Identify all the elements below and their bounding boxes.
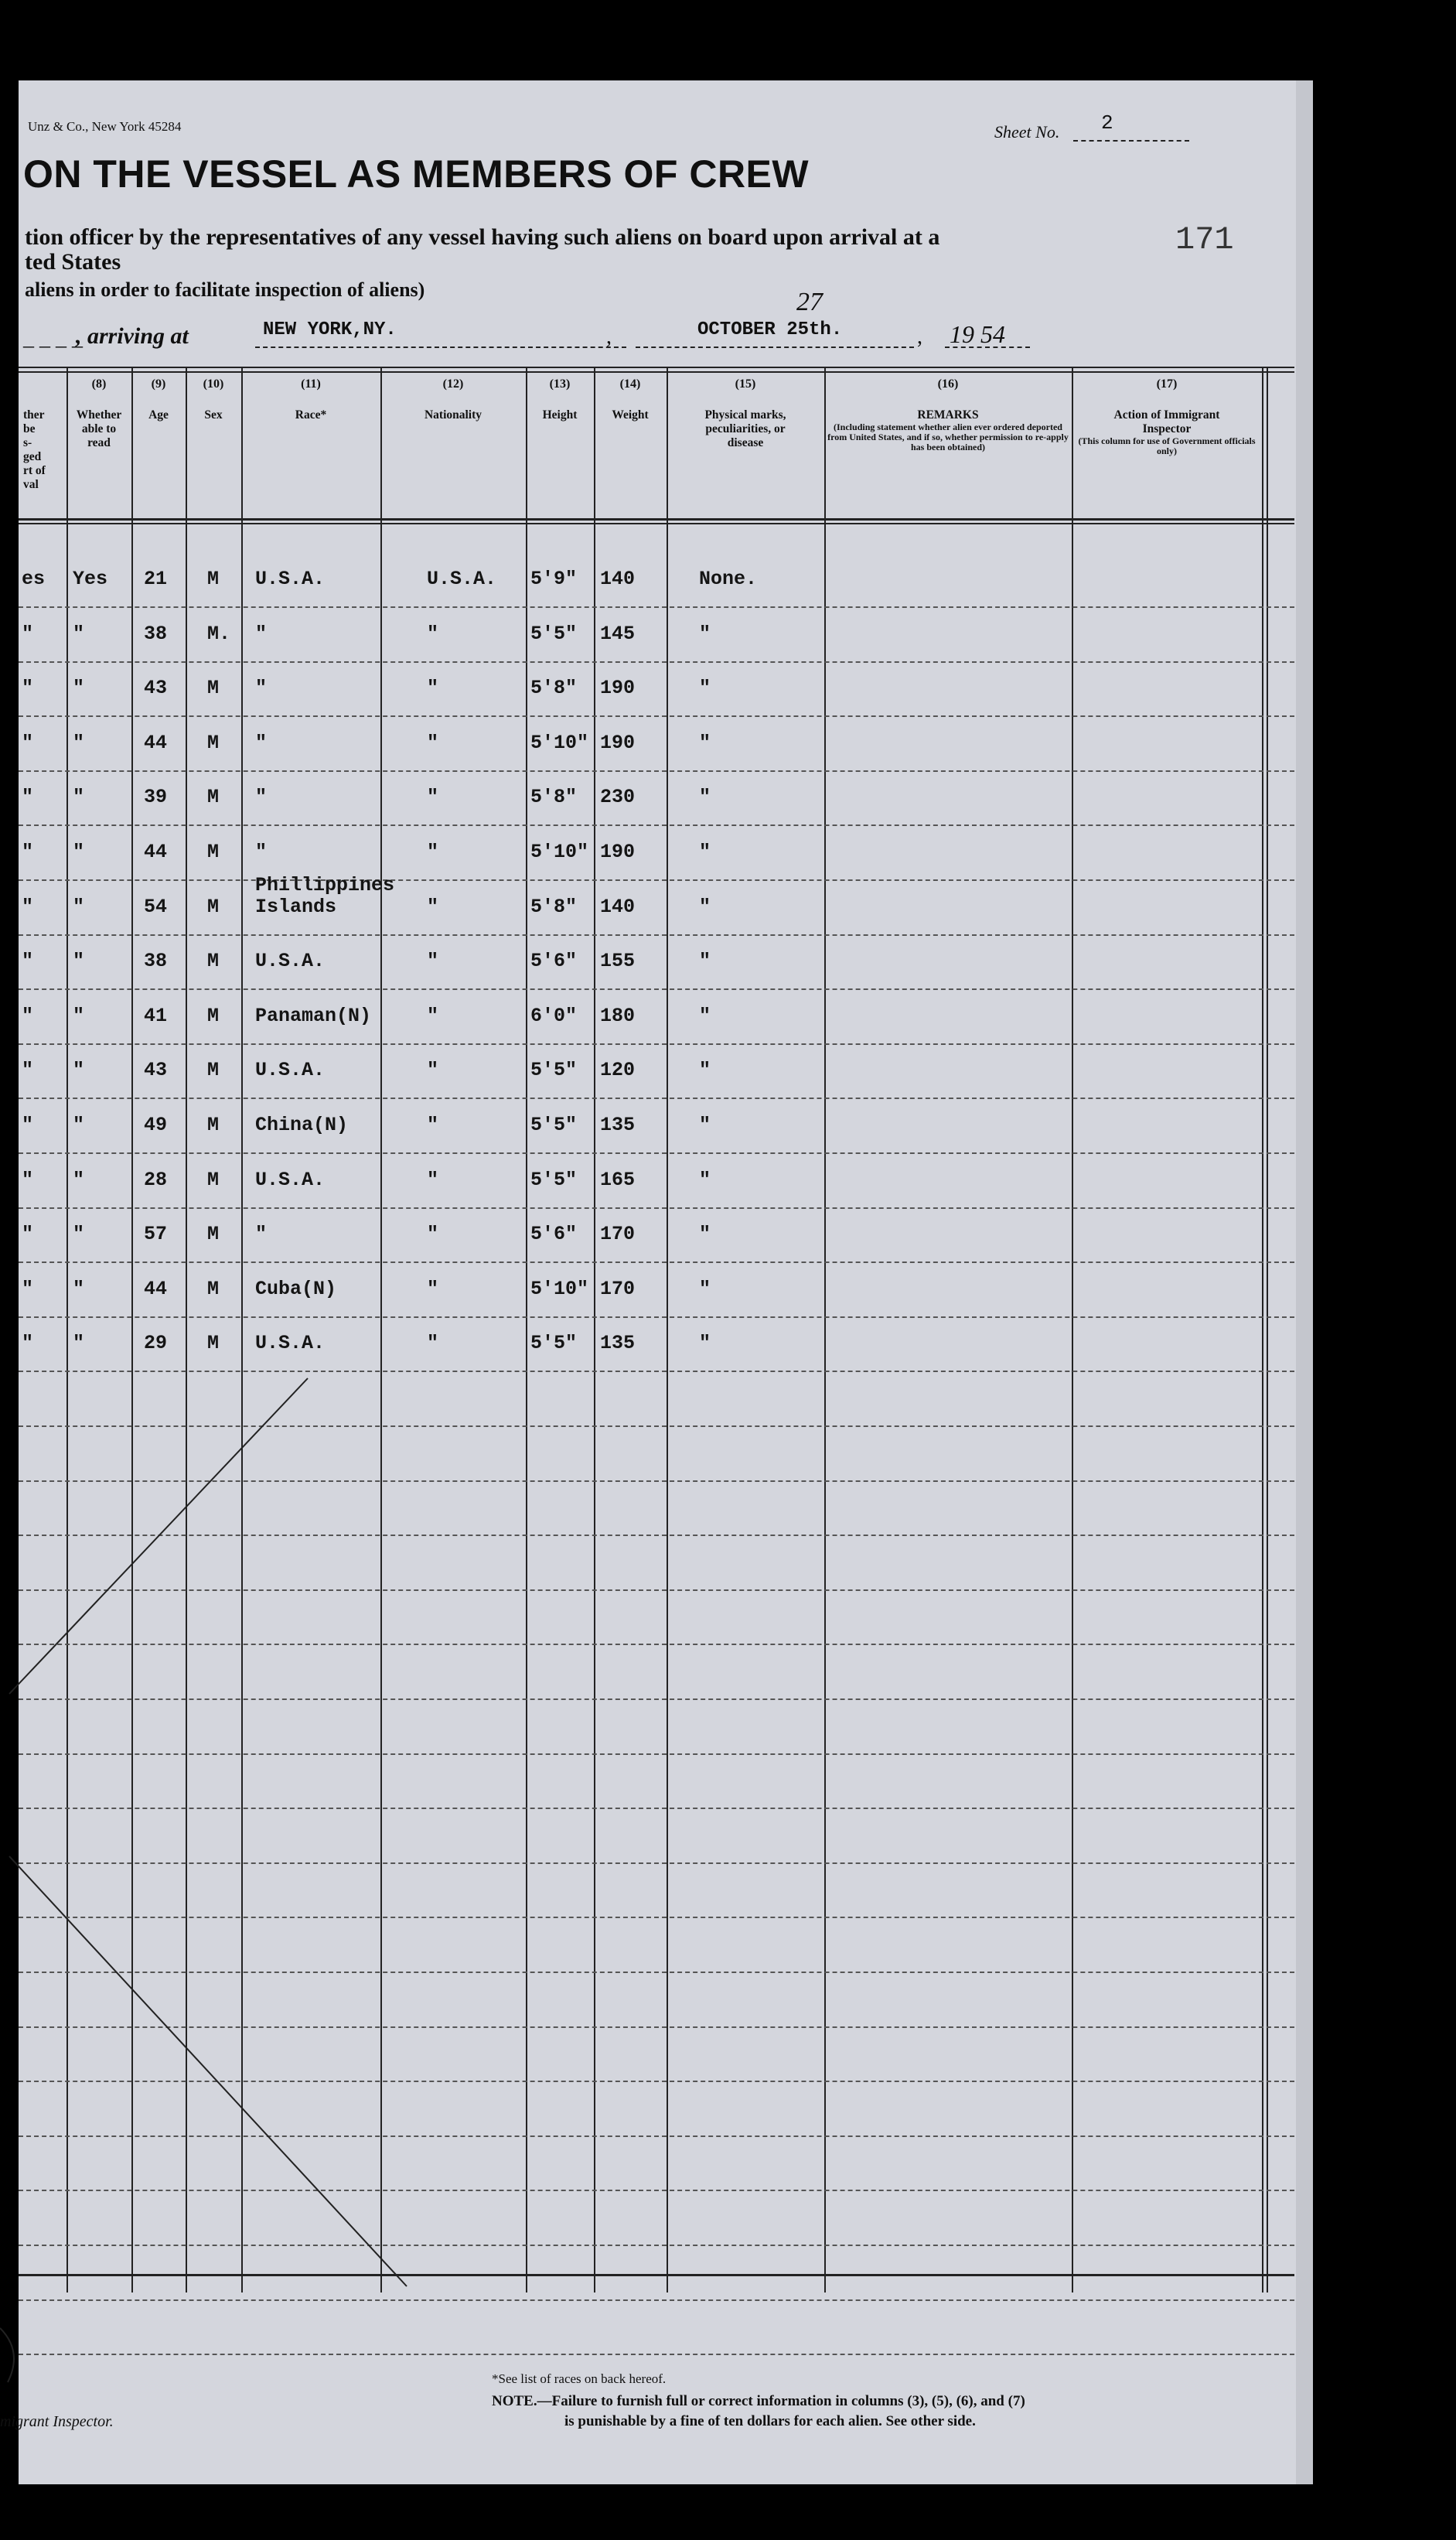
cell-marks: " <box>699 1278 711 1300</box>
cell-read: " <box>73 1169 85 1191</box>
column-label: REMARKS <box>917 408 979 422</box>
cell-nationality: " <box>427 1169 439 1191</box>
cell-weight: 140 <box>600 896 636 918</box>
cell-c7: " <box>22 1223 34 1245</box>
cell-weight: 155 <box>600 950 636 972</box>
column-number: (12) <box>442 377 464 391</box>
column-label: peculiarities, or <box>705 422 786 435</box>
cell-marks: " <box>699 732 711 754</box>
cell-read: " <box>73 1005 85 1027</box>
cell-nationality: U.S.A. <box>427 568 497 590</box>
cell-weight: 135 <box>600 1332 636 1354</box>
cell-weight: 190 <box>600 841 636 863</box>
cell-height: 5'5" <box>530 623 578 645</box>
cell-nationality: " <box>427 1223 439 1245</box>
cell-race: " <box>255 677 268 699</box>
cell-marks: " <box>699 950 711 972</box>
cell-c7: " <box>22 1059 34 1081</box>
cell-weight: 230 <box>600 786 636 808</box>
cell-age: 44 <box>144 732 168 754</box>
cell-height: 5'6" <box>530 950 578 972</box>
cell-height: 5'5" <box>530 1059 578 1081</box>
cell-marks: " <box>699 1332 711 1354</box>
cell-age: 44 <box>144 1278 168 1300</box>
cell-race: U.S.A. <box>255 1169 326 1191</box>
cell-marks: None. <box>699 568 758 590</box>
cell-c7: " <box>22 841 34 863</box>
arrival-year: 19 54 <box>950 320 1005 348</box>
cell-nationality: " <box>427 1332 439 1354</box>
sheet-number: 2 <box>1101 111 1113 135</box>
column-label: Race* <box>295 408 327 422</box>
penalty-note-line-1: NOTE.—Failure to furnish full or correct information in columns (3), (5), (6), and (7) <box>492 2393 1025 2409</box>
cell-race: " <box>255 1223 268 1245</box>
cell-read: " <box>73 1223 85 1245</box>
column-label: Weight <box>612 408 649 422</box>
cell-sex: M <box>207 896 220 918</box>
sheet-label: Sheet No. <box>994 122 1060 142</box>
cell-c7: " <box>22 1278 34 1300</box>
cell-nationality: " <box>427 950 439 972</box>
cell-age: 49 <box>144 1114 168 1136</box>
cell-read: " <box>73 950 85 972</box>
subtitle-line-2: ted States <box>25 249 121 275</box>
cell-height: 5'9" <box>530 568 578 590</box>
cell-sex: M <box>207 1169 220 1191</box>
cell-c7: " <box>22 732 34 754</box>
column-label: disease <box>727 436 764 449</box>
column-number: (15) <box>735 377 756 391</box>
column-number: (8) <box>91 377 107 391</box>
cell-weight: 140 <box>600 568 636 590</box>
column-label: Sex <box>204 408 223 422</box>
cell-sex: M <box>207 1059 220 1081</box>
subtitle-line-3: aliens in order to facilitate inspection of aliens) <box>25 278 425 301</box>
cell-height: 5'10" <box>530 732 589 754</box>
cell-marks: " <box>699 1114 711 1136</box>
cell-race: U.S.A. <box>255 568 326 590</box>
cell-weight: 170 <box>600 1278 636 1300</box>
cell-read: " <box>73 786 85 808</box>
cell-height: 5'5" <box>530 1114 578 1136</box>
cell-nationality: " <box>427 1059 439 1081</box>
cell-read: " <box>73 1278 85 1300</box>
cell-read: " <box>73 896 85 918</box>
cell-read: " <box>73 623 85 645</box>
cell-race: U.S.A. <box>255 950 326 972</box>
column-number: (14) <box>619 377 641 391</box>
cell-age: 39 <box>144 786 168 808</box>
cell-height: 5'10" <box>530 841 589 863</box>
cell-height: 5'8" <box>530 677 578 699</box>
column-label: be <box>23 422 36 435</box>
cell-c7: " <box>22 1114 34 1136</box>
races-footnote: *See list of races on back hereof. <box>492 2371 667 2386</box>
strike-line-lower <box>9 1856 407 2286</box>
column-number: (9) <box>151 377 166 391</box>
cell-weight: 145 <box>600 623 636 645</box>
cell-read: Yes <box>73 568 108 590</box>
cell-read: " <box>73 1332 85 1354</box>
cell-nationality: " <box>427 896 439 918</box>
cell-c7: " <box>22 896 34 918</box>
cell-age: 21 <box>144 568 168 590</box>
cell-age: 38 <box>144 950 168 972</box>
cell-height: 5'5" <box>530 1169 578 1191</box>
arrival-date: OCTOBER 25th. <box>697 319 843 340</box>
cell-race: " <box>255 623 268 645</box>
cell-marks: " <box>699 1223 711 1245</box>
arriving-label: , arriving at <box>76 323 189 349</box>
cell-height: 5'6" <box>530 1223 578 1245</box>
cell-age: 57 <box>144 1223 168 1245</box>
column-label: Height <box>542 408 578 422</box>
cell-sex: M <box>207 677 220 699</box>
cell-race: U.S.A. <box>255 1059 326 1081</box>
subtitle-line-1: tion officer by the representatives of any vessel having such aliens on board upon arrival at a <box>25 224 940 250</box>
cell-c7: " <box>22 677 34 699</box>
cell-marks: " <box>699 1169 711 1191</box>
page-title: ON THE VESSEL AS MEMBERS OF CREW <box>23 152 810 196</box>
cell-weight: 135 <box>600 1114 636 1136</box>
cell-age: 43 <box>144 1059 168 1081</box>
vessel-name-blank: _ _ _ _ <box>23 326 83 350</box>
cell-height: 5'8" <box>530 896 578 918</box>
comma: , <box>606 325 612 349</box>
column-label: ged <box>23 450 42 463</box>
cell-height: 6'0" <box>530 1005 578 1027</box>
handwritten-day-correction: 27 <box>796 288 823 316</box>
cell-sex: M <box>207 1332 220 1354</box>
cell-sex: M <box>207 1278 220 1300</box>
printer-imprint: Unz & Co., New York 45284 <box>28 119 182 134</box>
cell-read: " <box>73 1114 85 1136</box>
column-number: (16) <box>937 377 959 391</box>
cell-marks: " <box>699 1005 711 1027</box>
arrival-port: NEW YORK,NY. <box>263 319 397 340</box>
cell-sex: M <box>207 1223 220 1245</box>
cell-age: 41 <box>144 1005 168 1027</box>
cell-c7: es <box>22 568 46 590</box>
cell-weight: 190 <box>600 732 636 754</box>
cell-read: " <box>73 732 85 754</box>
cell-race: " <box>255 732 268 754</box>
cell-age: 29 <box>144 1332 168 1354</box>
cell-sex: M <box>207 568 220 590</box>
cell-weight: 170 <box>600 1223 636 1245</box>
cell-sex: M <box>207 950 220 972</box>
comma: , <box>917 325 922 349</box>
cell-c7: " <box>22 950 34 972</box>
cell-weight: 190 <box>600 677 636 699</box>
cell-race: China(N) <box>255 1114 349 1136</box>
column-number: (11) <box>301 377 321 391</box>
cell-sex: M <box>207 1005 220 1027</box>
cell-marks: " <box>699 896 711 918</box>
cell-sex: M <box>207 786 220 808</box>
cell-read: " <box>73 677 85 699</box>
cell-sex: M <box>207 841 220 863</box>
column-label: Inspector <box>1142 422 1192 435</box>
cell-nationality: " <box>427 1278 439 1300</box>
cell-race: " <box>255 841 268 863</box>
column-label: Physical marks, <box>704 408 786 422</box>
cell-sex: M. <box>207 623 231 645</box>
column-note: (Including statement whether alien ever ordered deported from United States, and if so, whether permission to re-apply has been obtained) <box>827 422 1069 452</box>
cell-marks: " <box>699 1059 711 1081</box>
cell-sex: M <box>207 1114 220 1136</box>
cell-age: 38 <box>144 623 168 645</box>
column-label: ther <box>23 408 45 422</box>
column-label: read <box>87 436 111 449</box>
column-label: s- <box>23 436 32 449</box>
column-number: (13) <box>549 377 571 391</box>
cell-nationality: " <box>427 786 439 808</box>
column-number: (17) <box>1156 377 1178 391</box>
cell-weight: 120 <box>600 1059 636 1081</box>
cell-age: 54 <box>144 896 168 918</box>
column-label: Whether <box>76 408 122 422</box>
cell-nationality: " <box>427 732 439 754</box>
cell-race: Panaman(N) <box>255 1005 372 1027</box>
cell-height: 5'5" <box>530 1332 578 1354</box>
cell-age: 44 <box>144 841 168 863</box>
column-label: val <box>23 478 39 491</box>
immigrant-inspector-label: migrant Inspector. <box>0 2413 114 2430</box>
cell-c7: " <box>22 1005 34 1027</box>
column-label: rt of <box>23 464 46 477</box>
cell-race-line1: Phillippines <box>255 874 395 896</box>
cell-nationality: " <box>427 623 439 645</box>
cell-marks: " <box>699 786 711 808</box>
column-label: Nationality <box>424 408 482 422</box>
signature-stroke <box>0 2328 14 2382</box>
cell-race: U.S.A. <box>255 1332 326 1354</box>
cell-c7: " <box>22 623 34 645</box>
cell-age: 43 <box>144 677 168 699</box>
cell-race: " <box>255 786 268 808</box>
cell-race: Islands <box>255 896 337 918</box>
column-label: Action of Immigrant <box>1113 408 1220 422</box>
cell-sex: M <box>207 732 220 754</box>
column-label: able to <box>81 422 117 435</box>
cell-weight: 165 <box>600 1169 636 1191</box>
cell-c7: " <box>22 1332 34 1354</box>
cell-height: 5'10" <box>530 1278 589 1300</box>
cell-nationality: " <box>427 677 439 699</box>
column-label: Age <box>148 408 169 422</box>
cell-c7: " <box>22 1169 34 1191</box>
cell-age: 28 <box>144 1169 168 1191</box>
cell-read: " <box>73 1059 85 1081</box>
cell-nationality: " <box>427 841 439 863</box>
cell-marks: " <box>699 841 711 863</box>
cell-read: " <box>73 841 85 863</box>
column-note: (This column for use of Government officials only) <box>1078 435 1256 456</box>
penalty-note-line-2: is punishable by a fine of ten dollars for each alien. See other side. <box>564 2413 976 2429</box>
strike-line-upper <box>9 1378 308 1694</box>
cell-nationality: " <box>427 1114 439 1136</box>
cell-marks: " <box>699 677 711 699</box>
column-number: (10) <box>203 377 224 391</box>
cell-c7: " <box>22 786 34 808</box>
cell-height: 5'8" <box>530 786 578 808</box>
cell-race: Cuba(N) <box>255 1278 337 1300</box>
cell-marks: " <box>699 623 711 645</box>
stamp-number: 171 <box>1175 221 1234 258</box>
cell-nationality: " <box>427 1005 439 1027</box>
cell-weight: 180 <box>600 1005 636 1027</box>
